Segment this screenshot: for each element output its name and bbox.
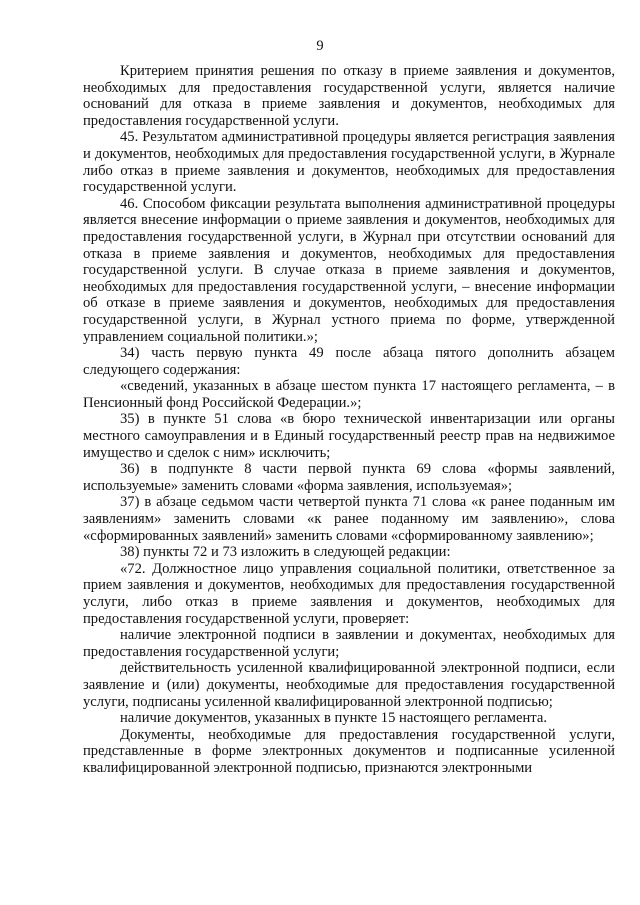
paragraph: 45. Результатом административной процедуры является регистрация заявления и документов, необходимых для предоставления государственной услуги, в Журнале либо отказ в приеме заявления и документов, необходимых для предоставления государственной услуги. (83, 129, 615, 196)
paragraph: наличие электронной подписи в заявлении и документах, необходимых для предоставления государственной услуги; (83, 627, 615, 660)
page-number: 9 (316, 38, 324, 54)
paragraph: Критерием принятия решения по отказу в приеме заявления и документов, необходимых для предоставления государственной услуги, является наличие оснований для отказа в приеме заявления и документов, необходимых для предоставления государственной услуги. (83, 63, 615, 129)
paragraph: 36) в подпункте 8 части первой пункта 69 слова «формы заявлений, используемые» заменить словами «форма заявления, используемая»; (83, 461, 615, 494)
paragraph: «сведений, указанных в абзаце шестом пункта 17 настоящего регламента, – в Пенсионный фонд Российской Федерации.»; (83, 378, 615, 411)
paragraph: 34) часть первую пункта 49 после абзаца пятого дополнить абзацем следующего содержания: (83, 345, 615, 378)
paragraph: действительность усиленной квалифицированной электронной подписи, если заявление и (или) документы, необходимые для предоставления государственной услуги, подписаны усиленной квалифицированной электронной подписью; (83, 660, 615, 710)
paragraph: Документы, необходимые для предоставления государственной услуги, представленные в форме электронных документов и подписанные усиленной квалифицированной электронной подписью, признаются электронными (83, 726, 615, 776)
paragraph: 37) в абзаце седьмом части четвертой пункта 71 слова «к ранее поданным им заявлениям» заменить словами «к ранее поданному им заявлению», слова «сформированных заявлений» заменить словами «сформированному заявлению»; (83, 494, 615, 544)
paragraph: наличие документов, указанных в пункте 15 настоящего регламента. (120, 710, 547, 727)
paragraph: «72. Должностное лицо управления социальной политики, ответственное за прием заявления и документов, необходимых для предоставления государственной услуги, либо отказ в приеме заявления и документов, необходимых для предоставления государственной услуги, проверяет: (83, 560, 615, 627)
document-body (83, 63, 615, 777)
paragraph: 38) пункты 72 и 73 изложить в следующей редакции: (120, 544, 451, 561)
paragraph: 46. Способом фиксации результата выполнения административной процедуры является внесение информации о приеме заявления и документов, необходимых для предоставления государственной услуги, в Журнал при отсутствии оснований для отказа в приеме заявления и документов, необходимых для предоставления государственной услуги. В случае отказа в приеме заявления и документов, необходимых для предоставления государственной услуги, – внесение информации об отказе в приеме заявления и документов, необходимых для предоставления государственной услуги, в Журнал устного приема по форме, утвержденной управлением социальной политики.»; (83, 195, 615, 345)
paragraph: 35) в пункте 51 слова «в бюро технической инвентаризации или органы местного самоуправления и в Единый государственный реестр прав на недвижимое имущество и сделок с ним» исключить; (83, 411, 615, 461)
